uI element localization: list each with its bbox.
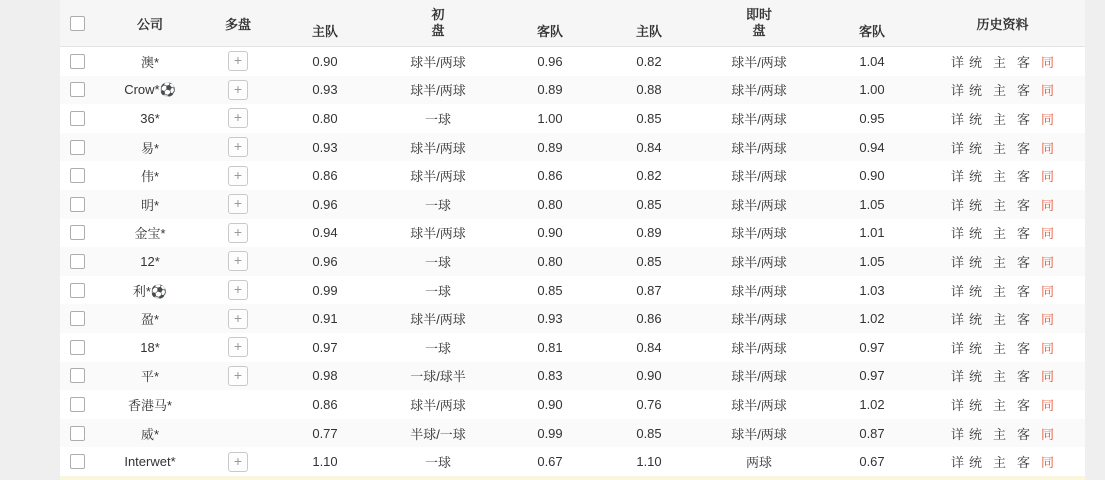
history-link-stats[interactable]: 统 — [968, 283, 982, 299]
multi-cell — [206, 419, 270, 448]
initial-away-odds: 0.93 — [537, 311, 563, 327]
history-link-home[interactable]: 主 — [992, 83, 1006, 99]
history-link-home[interactable]: 主 — [992, 226, 1006, 242]
live-handicap: 球半/两球 — [731, 197, 787, 213]
multi-cell — [206, 133, 270, 162]
multi-cell — [206, 333, 270, 362]
live-handicap: 球半/两球 — [731, 397, 787, 413]
live-home-odds: 0.82 — [636, 168, 662, 184]
row-checkbox-cell — [60, 47, 94, 76]
row-checkbox-cell — [60, 133, 94, 162]
history-link-stats[interactable]: 统 — [968, 455, 982, 471]
live-away-odds: 0.97 — [859, 339, 885, 355]
live-handicap: 球半/两球 — [731, 169, 787, 185]
history-link-same[interactable]: 同 — [1041, 283, 1055, 299]
history-links — [920, 133, 1085, 162]
history-links — [920, 161, 1085, 190]
live-home-odds: 0.76 — [636, 396, 662, 412]
live-handicap: 球半/两球 — [731, 426, 787, 442]
initial-away-odds: 0.80 — [537, 196, 563, 212]
initial-away-odds: 0.89 — [537, 139, 563, 155]
history-link-away[interactable]: 客 — [1017, 312, 1031, 328]
initial-handicap: 一球/球半 — [410, 369, 466, 385]
row-checkbox[interactable] — [70, 82, 85, 97]
history-link-detail[interactable]: 详 — [950, 455, 964, 471]
table-row — [60, 133, 1085, 162]
multi-cell — [206, 104, 270, 133]
row-checkbox-cell — [60, 362, 94, 391]
history-link-same[interactable]: 同 — [1041, 369, 1055, 385]
initial-handicap: 一球 — [424, 340, 451, 356]
history-link-detail[interactable]: 详 — [950, 54, 964, 70]
company-label: 36* — [140, 110, 160, 126]
history-link-same[interactable]: 同 — [1041, 226, 1055, 242]
initial-handicap: 球半/两球 — [410, 226, 466, 242]
header-initial-away: 客队 — [536, 23, 563, 39]
expand-multi-button[interactable]: + — [228, 337, 248, 357]
history-links — [920, 76, 1085, 105]
live-away-odds: 1.00 — [859, 82, 885, 98]
history-link-stats[interactable]: 统 — [968, 169, 982, 185]
history-link-detail[interactable]: 详 — [950, 369, 964, 385]
history-link-home[interactable]: 主 — [992, 455, 1006, 471]
history-link-home[interactable]: 主 — [992, 369, 1006, 385]
history-links — [920, 333, 1085, 362]
header-initial-home: 主队 — [311, 23, 338, 39]
multi-cell — [206, 76, 270, 105]
live-away-odds: 0.67 — [859, 454, 885, 470]
history-link-same[interactable]: 同 — [1041, 254, 1055, 270]
history-link-detail[interactable]: 详 — [950, 283, 964, 299]
live-away-odds: 1.01 — [859, 225, 885, 241]
row-checkbox-cell — [60, 161, 94, 190]
live-home-odds: 0.85 — [636, 196, 662, 212]
history-link-same[interactable]: 同 — [1041, 455, 1055, 471]
initial-home-odds: 0.93 — [312, 82, 338, 98]
history-link-stats[interactable]: 统 — [968, 226, 982, 242]
row-checkbox[interactable] — [70, 368, 85, 383]
row-checkbox[interactable] — [70, 454, 85, 469]
row-checkbox[interactable] — [70, 197, 85, 212]
row-checkbox-cell — [60, 447, 94, 476]
history-link-same[interactable]: 同 — [1041, 426, 1055, 442]
company-label: 盈* — [140, 312, 160, 328]
initial-handicap: 一球 — [424, 283, 451, 299]
history-link-stats[interactable]: 统 — [968, 197, 982, 213]
live-away-odds: 0.90 — [859, 168, 885, 184]
history-link-same[interactable]: 同 — [1041, 54, 1055, 70]
expand-multi-button[interactable]: + — [228, 280, 248, 300]
highlighted-row-partial — [60, 476, 1085, 480]
table-row — [60, 333, 1085, 362]
history-link-away[interactable]: 客 — [1017, 140, 1031, 156]
history-link-away[interactable]: 客 — [1017, 455, 1031, 471]
history-link-away[interactable]: 客 — [1017, 197, 1031, 213]
history-link-away[interactable]: 客 — [1017, 340, 1031, 356]
live-away-odds: 1.04 — [859, 53, 885, 69]
history-link-home[interactable]: 主 — [992, 197, 1006, 213]
history-link-detail[interactable]: 详 — [950, 197, 964, 213]
history-link-stats[interactable]: 统 — [968, 426, 982, 442]
row-checkbox-cell — [60, 333, 94, 362]
table-row — [60, 276, 1085, 305]
company-label: 伟* — [140, 169, 160, 185]
header-initial-group — [380, 0, 496, 46]
initial-home-odds: 0.86 — [312, 396, 338, 412]
company-label: 易* — [140, 140, 160, 156]
company-label: Crow*⚽ — [124, 81, 176, 97]
multi-cell — [206, 390, 270, 419]
history-link-detail[interactable]: 详 — [950, 111, 964, 127]
history-link-detail[interactable]: 详 — [950, 426, 964, 442]
expand-multi-button[interactable]: + — [228, 366, 248, 386]
live-handicap: 球半/两球 — [731, 83, 787, 99]
initial-handicap: 一球 — [424, 111, 451, 127]
table-row — [60, 76, 1085, 105]
history-link-detail[interactable]: 详 — [950, 397, 964, 413]
initial-away-odds: 0.86 — [537, 168, 563, 184]
live-handicap: 球半/两球 — [731, 254, 787, 270]
initial-handicap: 半球/一球 — [410, 426, 466, 442]
row-checkbox-cell — [60, 419, 94, 448]
company-label: 平* — [140, 369, 160, 385]
multi-cell — [206, 304, 270, 333]
history-links — [920, 47, 1085, 76]
live-handicap: 球半/两球 — [731, 369, 787, 385]
select-all-checkbox[interactable] — [70, 16, 85, 31]
initial-home-odds: 0.93 — [312, 139, 338, 155]
company-label: 威* — [140, 426, 160, 442]
live-handicap: 球半/两球 — [731, 283, 787, 299]
table-row — [60, 219, 1085, 248]
history-links — [920, 276, 1085, 305]
live-home-odds: 0.85 — [636, 110, 662, 126]
initial-handicap: 球半/两球 — [410, 312, 466, 328]
history-link-same[interactable]: 同 — [1041, 140, 1055, 156]
history-link-detail[interactable]: 详 — [950, 340, 964, 356]
multi-cell — [206, 247, 270, 276]
expand-multi-button[interactable]: + — [228, 251, 248, 271]
history-link-stats[interactable]: 统 — [968, 254, 982, 270]
row-checkbox[interactable] — [70, 54, 85, 69]
initial-away-odds: 0.90 — [537, 225, 563, 241]
live-home-odds: 1.10 — [636, 454, 662, 470]
company-label: Interwet* — [124, 454, 176, 470]
initial-away-odds: 1.00 — [537, 110, 563, 126]
row-checkbox-cell — [60, 219, 94, 248]
history-link-same[interactable]: 同 — [1041, 83, 1055, 99]
history-link-away[interactable]: 客 — [1017, 83, 1031, 99]
expand-multi-button[interactable]: + — [228, 309, 248, 329]
history-link-detail[interactable]: 详 — [950, 226, 964, 242]
live-handicap: 球半/两球 — [731, 226, 787, 242]
header-initial-line2: 盘 — [431, 23, 445, 38]
history-links — [920, 219, 1085, 248]
expand-multi-button[interactable]: + — [228, 80, 248, 100]
live-away-odds: 0.97 — [859, 368, 885, 384]
table-row — [60, 447, 1085, 476]
row-checkbox[interactable] — [70, 283, 85, 298]
row-checkbox[interactable] — [70, 168, 85, 183]
initial-away-odds: 0.90 — [537, 396, 563, 412]
history-link-home[interactable]: 主 — [992, 140, 1006, 156]
history-links — [920, 390, 1085, 419]
history-link-home[interactable]: 主 — [992, 340, 1006, 356]
table-row — [60, 247, 1085, 276]
live-handicap: 球半/两球 — [731, 54, 787, 70]
history-link-stats[interactable]: 统 — [968, 369, 982, 385]
live-home-odds: 0.85 — [636, 425, 662, 441]
live-handicap: 球半/两球 — [731, 111, 787, 127]
history-link-home[interactable]: 主 — [992, 169, 1006, 185]
live-home-odds: 0.90 — [636, 368, 662, 384]
initial-handicap: 一球 — [424, 197, 451, 213]
multi-cell — [206, 161, 270, 190]
history-link-same[interactable]: 同 — [1041, 397, 1055, 413]
history-link-same[interactable]: 同 — [1041, 111, 1055, 127]
header-live-away: 客队 — [858, 23, 885, 39]
initial-handicap: 球半/两球 — [410, 140, 466, 156]
history-link-home[interactable]: 主 — [992, 254, 1006, 270]
multi-cell — [206, 47, 270, 76]
expand-multi-button[interactable]: + — [228, 452, 248, 472]
table-row — [60, 362, 1085, 391]
initial-away-odds: 0.83 — [537, 368, 563, 384]
history-link-away[interactable]: 客 — [1017, 426, 1031, 442]
history-link-home[interactable]: 主 — [992, 111, 1006, 127]
initial-handicap: 球半/两球 — [410, 169, 466, 185]
history-links — [920, 419, 1085, 448]
expand-multi-button[interactable]: + — [228, 194, 248, 214]
initial-away-odds: 0.96 — [537, 53, 563, 69]
history-link-home[interactable]: 主 — [992, 283, 1006, 299]
history-link-detail[interactable]: 详 — [950, 83, 964, 99]
initial-handicap: 球半/两球 — [410, 83, 466, 99]
history-link-stats[interactable]: 统 — [968, 340, 982, 356]
expand-multi-button[interactable]: + — [228, 51, 248, 71]
initial-away-odds: 0.80 — [537, 253, 563, 269]
history-link-away[interactable]: 客 — [1017, 54, 1031, 70]
history-link-away[interactable]: 客 — [1017, 283, 1031, 299]
history-link-detail[interactable]: 详 — [950, 312, 964, 328]
company-label: 香港马* — [127, 397, 173, 413]
initial-handicap: 球半/两球 — [410, 397, 466, 413]
live-home-odds: 0.82 — [636, 53, 662, 69]
company-label: 12* — [140, 253, 160, 269]
table-row — [60, 419, 1085, 448]
live-home-odds: 0.84 — [636, 139, 662, 155]
live-handicap: 球半/两球 — [731, 312, 787, 328]
initial-handicap: 一球 — [424, 455, 451, 471]
live-home-odds: 0.84 — [636, 339, 662, 355]
row-checkbox[interactable] — [70, 340, 85, 355]
multi-cell — [206, 362, 270, 391]
table-row — [60, 104, 1085, 133]
company-label: 18* — [140, 339, 160, 355]
initial-home-odds: 0.86 — [312, 168, 338, 184]
expand-multi-button[interactable]: + — [228, 223, 248, 243]
live-away-odds: 1.03 — [859, 282, 885, 298]
live-away-odds: 1.02 — [859, 311, 885, 327]
live-handicap: 两球 — [745, 455, 772, 471]
row-checkbox-cell — [60, 76, 94, 105]
live-away-odds: 0.95 — [859, 110, 885, 126]
company-label: 澳* — [140, 54, 160, 70]
history-link-same[interactable]: 同 — [1041, 197, 1055, 213]
live-home-odds: 0.85 — [636, 253, 662, 269]
initial-away-odds: 0.99 — [537, 425, 563, 441]
row-checkbox-cell — [60, 247, 94, 276]
initial-home-odds: 0.91 — [312, 311, 338, 327]
initial-home-odds: 0.94 — [312, 225, 338, 241]
history-link-detail[interactable]: 详 — [950, 254, 964, 270]
live-home-odds: 0.89 — [636, 225, 662, 241]
table-header — [60, 0, 1085, 47]
row-checkbox[interactable] — [70, 311, 85, 326]
history-link-stats[interactable]: 统 — [968, 54, 982, 70]
history-links — [920, 104, 1085, 133]
initial-away-odds: 0.67 — [537, 454, 563, 470]
company-label: 明* — [140, 197, 160, 213]
history-link-away[interactable]: 客 — [1017, 226, 1031, 242]
multi-cell — [206, 276, 270, 305]
table-row — [60, 161, 1085, 190]
header-select-all-cell — [60, 0, 94, 46]
expand-multi-button[interactable]: + — [228, 108, 248, 128]
history-links — [920, 247, 1085, 276]
initial-handicap: 球半/两球 — [410, 54, 466, 70]
initial-home-odds: 0.80 — [312, 110, 338, 126]
history-link-same[interactable]: 同 — [1041, 312, 1055, 328]
history-link-away[interactable]: 客 — [1017, 254, 1031, 270]
header-history: 历史资料 — [976, 16, 1029, 32]
header-company: 公司 — [136, 16, 163, 32]
history-link-away[interactable]: 客 — [1017, 369, 1031, 385]
company-label: 金宝* — [134, 226, 166, 242]
live-away-odds: 1.05 — [859, 196, 885, 212]
live-handicap: 球半/两球 — [731, 140, 787, 156]
table-row — [60, 47, 1085, 76]
initial-home-odds: 0.90 — [312, 53, 338, 69]
initial-away-odds: 0.81 — [537, 339, 563, 355]
history-link-stats[interactable]: 统 — [968, 111, 982, 127]
initial-home-odds: 0.98 — [312, 368, 338, 384]
table-body — [60, 47, 1085, 476]
row-checkbox[interactable] — [70, 254, 85, 269]
multi-cell — [206, 219, 270, 248]
live-away-odds: 1.02 — [859, 396, 885, 412]
history-link-detail[interactable]: 详 — [950, 140, 964, 156]
history-links — [920, 304, 1085, 333]
multi-cell — [206, 447, 270, 476]
history-links — [920, 362, 1085, 391]
odds-comparison-table — [60, 0, 1085, 479]
history-link-detail[interactable]: 详 — [950, 169, 964, 185]
row-checkbox-cell — [60, 190, 94, 219]
expand-multi-button[interactable]: + — [228, 137, 248, 157]
initial-away-odds: 0.89 — [537, 82, 563, 98]
header-initial-line1: 初 — [431, 7, 445, 22]
header-live-line2: 盘 — [752, 23, 766, 38]
initial-away-odds: 0.85 — [537, 282, 563, 298]
history-link-stats[interactable]: 统 — [968, 397, 982, 413]
multi-cell — [206, 190, 270, 219]
history-link-away[interactable]: 客 — [1017, 111, 1031, 127]
table-row — [60, 304, 1085, 333]
row-checkbox[interactable] — [70, 111, 85, 126]
history-link-stats[interactable]: 统 — [968, 312, 982, 328]
live-away-odds: 0.94 — [859, 139, 885, 155]
live-handicap: 球半/两球 — [731, 340, 787, 356]
history-links — [920, 447, 1085, 476]
initial-home-odds: 0.96 — [312, 196, 338, 212]
history-link-stats[interactable]: 统 — [968, 83, 982, 99]
initial-home-odds: 0.97 — [312, 339, 338, 355]
row-checkbox-cell — [60, 276, 94, 305]
history-link-home[interactable]: 主 — [992, 426, 1006, 442]
initial-home-odds: 0.99 — [312, 282, 338, 298]
row-checkbox-cell — [60, 104, 94, 133]
row-checkbox[interactable] — [70, 397, 85, 412]
expand-multi-button[interactable]: + — [228, 166, 248, 186]
row-checkbox[interactable] — [70, 426, 85, 441]
history-link-home[interactable]: 主 — [992, 397, 1006, 413]
header-live-line1: 即时 — [745, 7, 772, 22]
row-checkbox[interactable] — [70, 225, 85, 240]
history-link-away[interactable]: 客 — [1017, 169, 1031, 185]
live-away-odds: 0.87 — [859, 425, 885, 441]
row-checkbox-cell — [60, 304, 94, 333]
table-row — [60, 190, 1085, 219]
initial-handicap: 一球 — [424, 254, 451, 270]
initial-home-odds: 0.77 — [312, 425, 338, 441]
company-label: 利*⚽ — [132, 283, 168, 299]
history-link-stats[interactable]: 统 — [968, 140, 982, 156]
history-link-home[interactable]: 主 — [992, 54, 1006, 70]
live-home-odds: 0.86 — [636, 311, 662, 327]
history-link-same[interactable]: 同 — [1041, 340, 1055, 356]
row-checkbox-cell — [60, 390, 94, 419]
table-row — [60, 390, 1085, 419]
initial-home-odds: 1.10 — [312, 454, 338, 470]
live-away-odds: 1.05 — [859, 253, 885, 269]
history-links — [920, 190, 1085, 219]
history-link-away[interactable]: 客 — [1017, 397, 1031, 413]
row-checkbox[interactable] — [70, 140, 85, 155]
header-live-home: 主队 — [635, 23, 662, 39]
live-home-odds: 0.87 — [636, 282, 662, 298]
header-live-group — [694, 0, 824, 46]
history-link-same[interactable]: 同 — [1041, 169, 1055, 185]
header-multi: 多盘 — [224, 16, 251, 32]
initial-home-odds: 0.96 — [312, 253, 338, 269]
live-home-odds: 0.88 — [636, 82, 662, 98]
history-link-home[interactable]: 主 — [992, 312, 1006, 328]
